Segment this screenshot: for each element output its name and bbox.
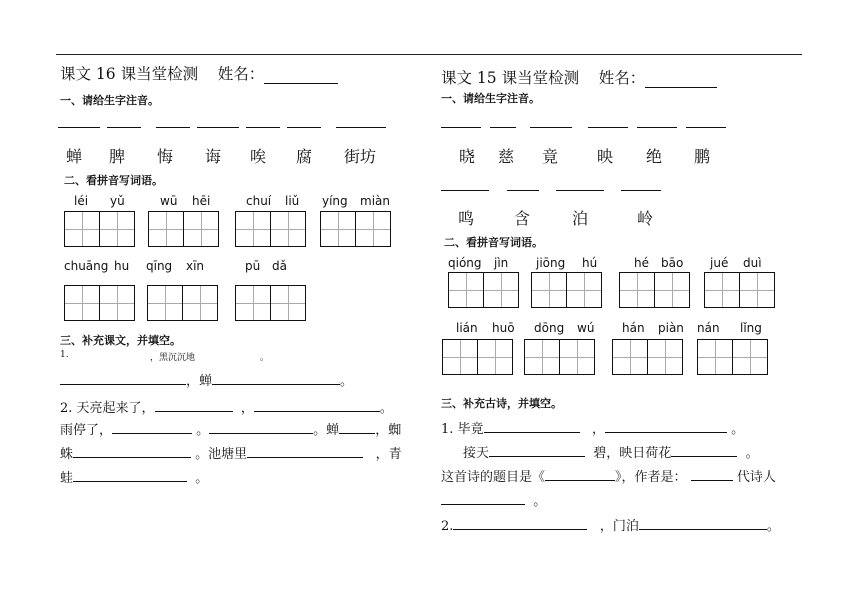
left-q2-blank[interactable]: [209, 421, 313, 434]
right-pinyin: lián: [456, 321, 478, 335]
right-pinyin: hé: [634, 256, 649, 270]
left-pinyin: hu: [114, 259, 130, 273]
right-char: 晓: [459, 147, 476, 166]
left-q2-text: 蛛: [60, 447, 74, 462]
right-q2-blank[interactable]: [453, 517, 587, 530]
left-writing-grid[interactable]: [64, 211, 134, 247]
left-char: 蝉: [66, 147, 83, 166]
left-pinyin: qīng: [146, 259, 173, 273]
right-char: 鸣: [458, 209, 475, 228]
right-pinyin-blank[interactable]: [507, 190, 539, 191]
left-name-label: 姓名：: [217, 65, 265, 83]
left-title: [60, 62, 338, 84]
left-q2-text: 。: [379, 401, 393, 416]
right-q1-text: 。: [533, 494, 547, 509]
right-q1-blank[interactable]: [484, 420, 580, 433]
left-pinyin: léi: [74, 194, 89, 208]
left-q2-blank[interactable]: [73, 445, 191, 458]
right-pinyin: huō: [492, 321, 515, 335]
left-title-text: 课文 16 课当堂检测: [60, 65, 199, 83]
left-q1-number: 1.: [60, 350, 69, 360]
left-q2-text: 。池塘里: [195, 447, 248, 462]
left-q2-text: ，青: [375, 447, 402, 462]
left-q2-text: ，蜘: [375, 423, 402, 438]
left-q2-blank[interactable]: [247, 445, 363, 458]
left-q1-text: ，黑沉沉地: [150, 353, 196, 363]
left-q1-blank[interactable]: [212, 372, 340, 385]
left-char: 街坊: [344, 147, 377, 166]
left-q2-text: 蛙: [60, 471, 74, 486]
left-pinyin-blank[interactable]: [156, 127, 190, 128]
right-pinyin: hú: [582, 256, 598, 270]
right-char: 泊: [572, 209, 589, 228]
left-pinyin: chuí: [246, 194, 272, 208]
left-section-2-heading: 二、看拼音写词语。: [64, 174, 163, 187]
left-pinyin: hēi: [192, 194, 211, 208]
left-pinyin-blank[interactable]: [197, 127, 239, 128]
left-pinyin-blank[interactable]: [246, 127, 280, 128]
left-char: 悔: [157, 147, 174, 166]
right-writing-grid[interactable]: [697, 339, 767, 375]
right-char: 含: [514, 209, 531, 228]
left-name-field[interactable]: [264, 67, 338, 84]
right-q1-text: ，: [591, 422, 605, 437]
right-q1-text: 。: [731, 422, 745, 437]
right-pinyin-blank[interactable]: [441, 190, 489, 191]
right-name-label: 姓名：: [598, 69, 646, 87]
left-q2-text: 雨停了，: [60, 423, 113, 438]
right-q2-text: ，门泊: [599, 519, 639, 534]
right-poet-blank[interactable]: [441, 492, 525, 505]
right-char: 岭: [637, 209, 654, 228]
right-char: 鹏: [694, 147, 711, 166]
right-pinyin: duì: [743, 256, 762, 270]
left-char: 诲: [205, 147, 222, 166]
right-dynasty-blank[interactable]: [691, 468, 733, 481]
left-section-1-heading: 一、请给生字注音。: [60, 94, 159, 107]
right-pinyin: bāo: [661, 256, 684, 270]
right-pinyin: nán: [697, 321, 720, 335]
right-char: 竟: [542, 147, 559, 166]
left-pinyin: yǔ: [110, 194, 125, 208]
left-q2-blank[interactable]: [254, 399, 380, 412]
right-q2-text: 2.: [441, 519, 454, 534]
right-pinyin: jìn: [494, 256, 509, 270]
left-q2-text: 。: [195, 471, 209, 486]
right-section-3-heading: 三、补充古诗，并填空。: [441, 397, 562, 410]
left-pinyin: yíng: [322, 194, 348, 208]
right-q1-blank[interactable]: [605, 420, 727, 433]
right-pinyin: qióng: [448, 256, 482, 270]
right-pinyin-blank[interactable]: [441, 127, 481, 128]
right-char: 映: [597, 147, 614, 166]
left-writing-grid[interactable]: [235, 285, 305, 321]
right-pinyin-blank[interactable]: [588, 127, 628, 128]
right-name-field[interactable]: [645, 71, 717, 88]
left-pinyin: pū: [245, 259, 261, 273]
right-title-blank[interactable]: [545, 468, 615, 481]
right-pinyin: piàn: [658, 321, 684, 335]
right-q1-text: 这首诗的题目是《: [441, 470, 546, 485]
right-pinyin: jiōng: [536, 256, 566, 270]
right-title-text: 课文 15 课当堂检测: [441, 69, 580, 87]
right-pinyin: dōng: [534, 321, 565, 335]
right-pinyin-blank[interactable]: [637, 127, 677, 128]
right-pinyin-blank[interactable]: [490, 127, 516, 128]
right-pinyin-blank[interactable]: [530, 127, 572, 128]
top-rule: [56, 54, 802, 55]
right-q1-text: 接天: [463, 446, 490, 461]
left-q2-text: ，: [240, 401, 254, 416]
left-q1-text: 。: [340, 374, 354, 389]
left-q2-blank[interactable]: [73, 469, 187, 482]
left-char: 脾: [109, 147, 126, 166]
left-q1-period: 。: [260, 353, 270, 363]
left-pinyin: wū: [160, 194, 178, 208]
right-char: 慈: [498, 147, 515, 166]
left-q2-text: 2. 天亮起来了，: [60, 401, 155, 416]
right-section-1-heading: 一、请给生字注音。: [441, 92, 540, 105]
right-q1-text: 碧，映日荷花: [593, 446, 672, 461]
right-q1-blank[interactable]: [489, 444, 585, 457]
right-pinyin: hán: [622, 321, 645, 335]
left-char: 腐: [296, 147, 313, 166]
right-q1-text: 》，作者是：: [615, 470, 687, 485]
left-pinyin: chuāng: [64, 259, 109, 273]
right-pinyin-blank[interactable]: [556, 190, 604, 191]
right-char: 绝: [646, 147, 663, 166]
left-writing-grid[interactable]: [64, 285, 134, 321]
left-pinyin-blank[interactable]: [58, 127, 100, 128]
right-writing-grid[interactable]: [619, 272, 689, 308]
left-pinyin: liǔ: [285, 194, 300, 208]
right-writing-grid[interactable]: [531, 272, 601, 308]
right-q2-blank[interactable]: [639, 517, 767, 530]
left-pinyin: dǎ: [272, 259, 287, 273]
right-title: [441, 66, 717, 88]
left-writing-grid[interactable]: [147, 285, 217, 321]
left-char: 唉: [250, 147, 267, 166]
right-q1-text: 1. 毕竟: [441, 422, 484, 437]
right-pinyin: wú: [577, 321, 595, 335]
right-q1-text: 代诗人: [736, 470, 776, 485]
right-writing-grid[interactable]: [524, 339, 594, 375]
right-writing-grid[interactable]: [612, 339, 682, 375]
left-writing-grid[interactable]: [235, 211, 305, 247]
right-writing-grid[interactable]: [448, 272, 518, 308]
right-writing-grid[interactable]: [442, 339, 512, 375]
left-q2-blank[interactable]: [112, 421, 192, 434]
left-writing-grid[interactable]: [320, 211, 390, 247]
right-q1-blank[interactable]: [671, 444, 737, 457]
left-q1-text: ，蝉: [186, 374, 213, 389]
left-pinyin-blank[interactable]: [107, 127, 141, 128]
left-q1-blank[interactable]: [60, 372, 186, 385]
left-pinyin: xīn: [186, 259, 205, 273]
right-q1-text: 。: [745, 446, 759, 461]
right-pinyin-blank[interactable]: [621, 190, 661, 191]
left-q2-blank[interactable]: [155, 399, 233, 412]
left-pinyin-blank[interactable]: [336, 127, 386, 128]
left-q2-text: 。: [196, 423, 210, 438]
right-writing-grid[interactable]: [704, 272, 774, 308]
right-section-2-heading: 二、看拼音写词语。: [444, 236, 543, 249]
right-pinyin: lǐng: [740, 321, 762, 335]
left-section-3-heading: 三、补充课文，并填空。: [60, 334, 181, 347]
left-writing-grid[interactable]: [148, 211, 218, 247]
left-pinyin: miàn: [360, 194, 390, 208]
right-pinyin-blank[interactable]: [686, 127, 726, 128]
left-q2-blank[interactable]: [339, 421, 375, 434]
left-q2-text: 。蝉: [313, 423, 340, 438]
left-pinyin-blank[interactable]: [287, 127, 321, 128]
right-pinyin: jué: [710, 256, 729, 270]
right-q2-text: 。: [766, 519, 780, 534]
